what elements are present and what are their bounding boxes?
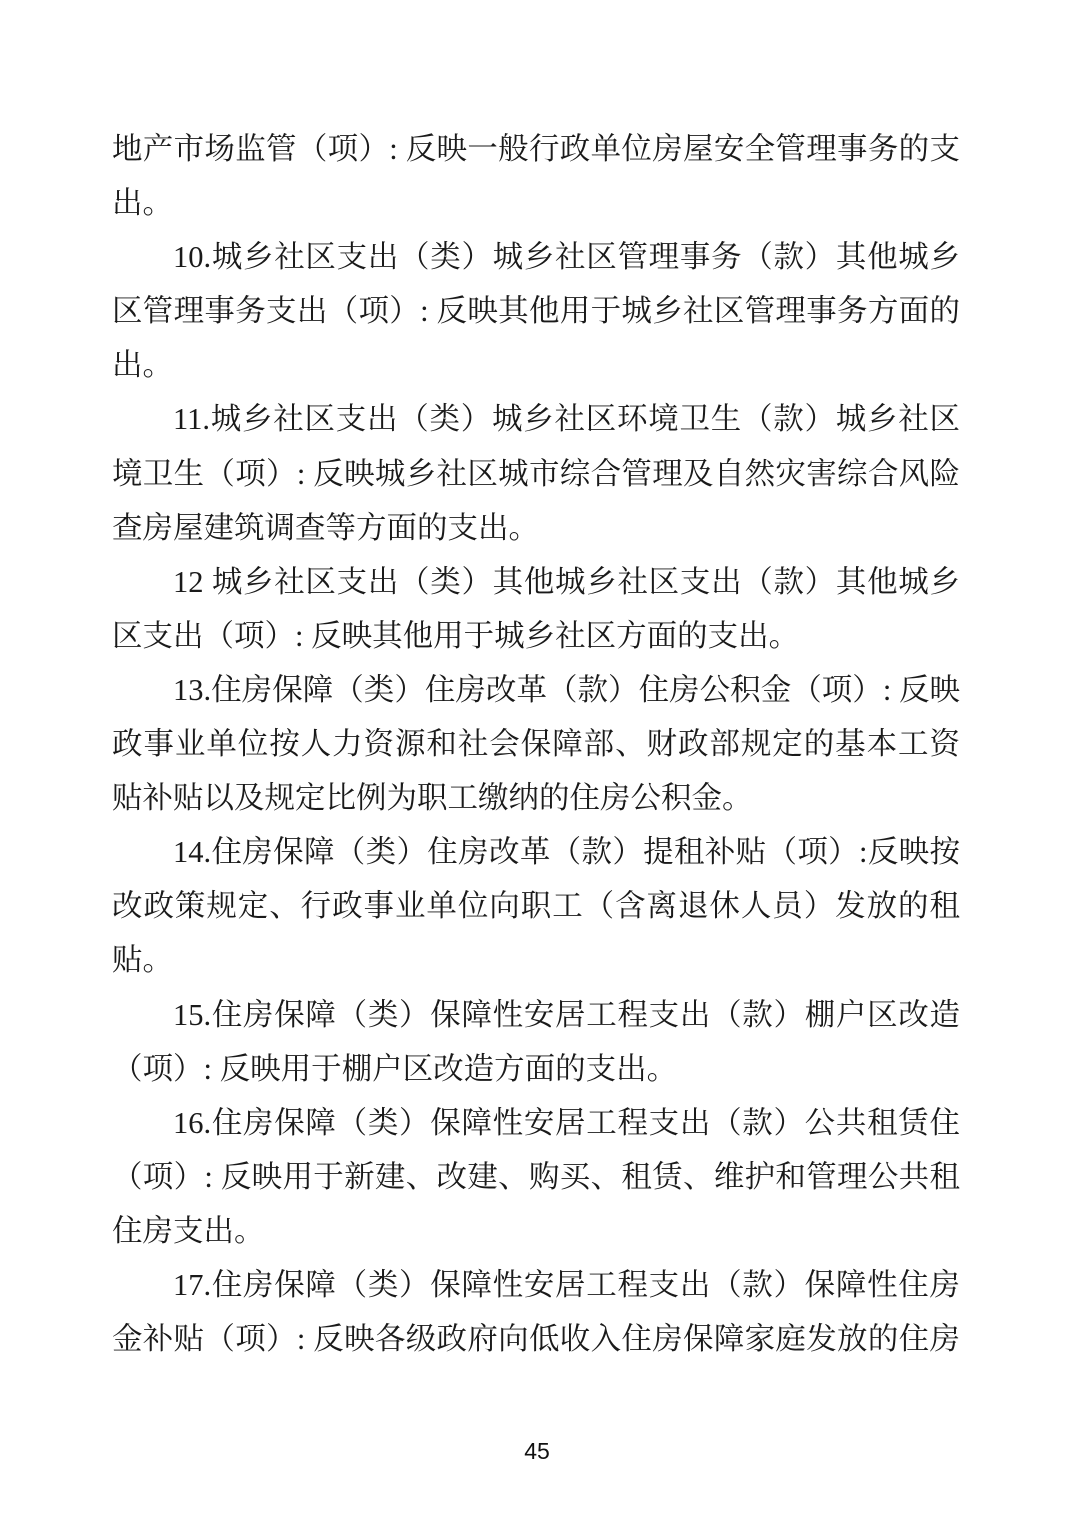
- text-line: 贴。: [112, 943, 173, 978]
- page-number: 45: [524, 1438, 550, 1464]
- text-line: 14.住房保障（类）住房改革（款）提租补贴（项）:反映按: [173, 835, 960, 870]
- text-line: 16.住房保障（类）保障性安居工程支出（款）公共租赁住: [173, 1105, 960, 1140]
- text-line: 地产市场监管（项）: 反映一般行政单位房屋安全管理事务的支: [112, 132, 960, 166]
- text-line: 政事业单位按人力资源和社会保障部、财政部规定的基本工资: [112, 727, 960, 762]
- text-line: 改政策规定、行政事业单位向职工（含离退休人员）发放的租: [112, 889, 960, 924]
- body-text: [112, 122, 960, 1366]
- text-line: 贴补贴以及规定比例为职工缴纳的住房公积金。: [112, 781, 753, 816]
- text-line: 出。: [112, 186, 173, 221]
- text-line: 区管理事务支出（项）: 反映其他用于城乡社区管理事务方面的: [112, 294, 960, 329]
- text-line: 住房支出。: [112, 1213, 265, 1248]
- text-line: 境卫生（项）: 反映城乡社区城市综合管理及自然灾害综合风险: [112, 456, 960, 491]
- text-line: （项）: 反映用于棚户区改造方面的支出。: [112, 1051, 678, 1086]
- text-line: （项）: 反映用于新建、改建、购买、租赁、维护和管理公共租: [112, 1159, 960, 1194]
- text-line: 区支出（项）: 反映其他用于城乡社区方面的支出。: [112, 618, 800, 653]
- text-line: 17.住房保障（类）保障性安居工程支出（款）保障性住房: [173, 1267, 960, 1302]
- text-line: 12 城乡社区支出（类）其他城乡社区支出（款）其他城乡: [173, 564, 960, 599]
- text-line: 出。: [112, 348, 173, 383]
- text-line: 10.城乡社区支出（类）城乡社区管理事务（款）其他城乡: [173, 240, 960, 275]
- text-line: 13.住房保障（类）住房改革（款）住房公积金（项）: 反映: [173, 672, 960, 707]
- text-line: 金补贴（项）: 反映各级政府向低收入住房保障家庭发放的住房: [112, 1322, 960, 1357]
- text-line: 查房屋建筑调查等方面的支出。: [112, 510, 539, 545]
- text-line: 15.住房保障（类）保障性安居工程支出（款）棚户区改造: [173, 997, 960, 1032]
- text-line: 11.城乡社区支出（类）城乡社区环境卫生（款）城乡社区: [173, 402, 960, 437]
